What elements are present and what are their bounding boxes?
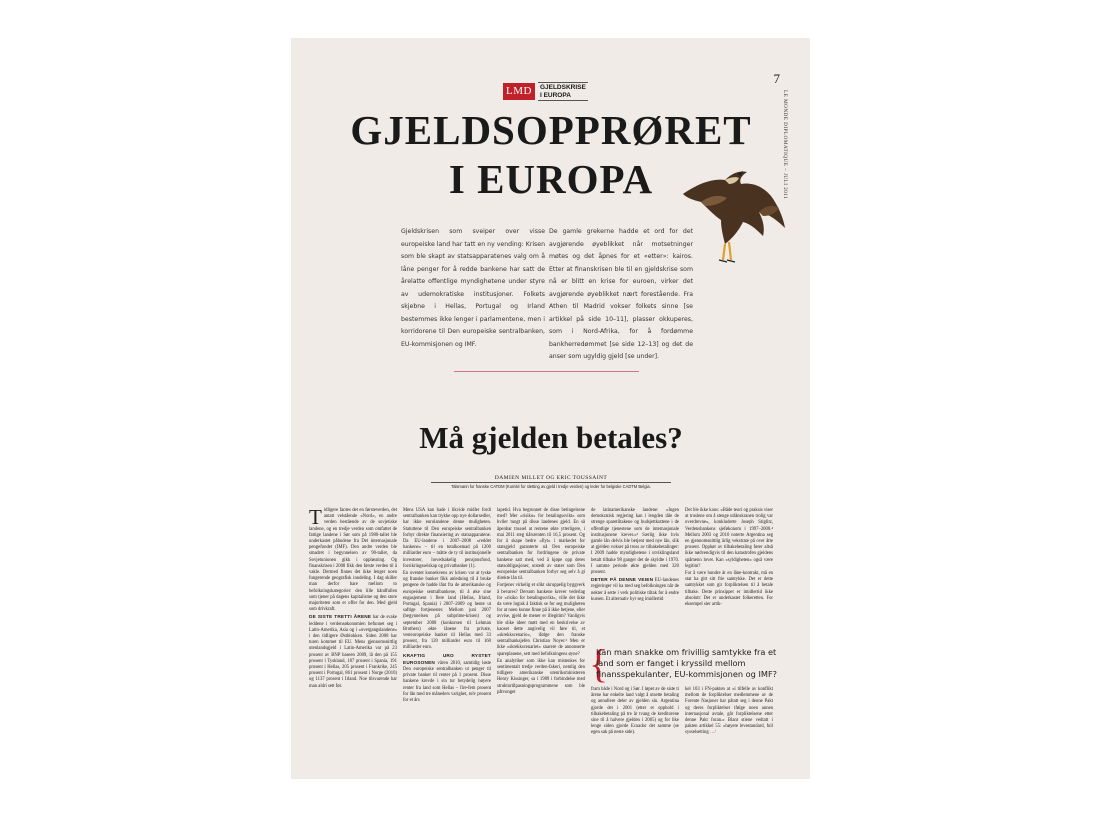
newspaper-page — [291, 38, 810, 779]
pull-quote: Kan man snakke om frivillig samtykke fra et land som er fanget i kryssild mellom finansspekulanter, EU-kommisjonen og IMF? — [596, 647, 778, 679]
article-column-3 — [497, 508, 585, 697]
section-kicker — [538, 82, 588, 101]
side-caption: LE MONDE DIPLOMATIQUE – JULI 2011 — [782, 90, 788, 200]
section-badge — [503, 82, 588, 101]
subhead: DETER PÅ DENNE VEIEN — [591, 577, 654, 583]
intro-left: Gjeldskrisen som sveiper over visse europeiske land har tatt en ny vending: Krisen som ble skapt av statsapparatenes valg om å låne penger for å redde bankene har satt de årelatte offentlige myndighetene under styre av udemokratiske institusjoner. Folkets skjebne i Hellas, Portugal og Irland bestemmes ikke lenger i parlamentene, men i korridorene til Den europeiske sentralbanken, EU-kommisjonen og IMF. — [401, 228, 545, 348]
article-column-4 — [591, 508, 679, 604]
paragraph-text: En uventet konsekvens av krisen var at tyske og franske banker fikk anledning til å bruke pengene de hadde lånt fra de amerikanske og europeiske sentralbankene, til å øke sine engasjement i flere land (Hellas, Irland, Portugal, Spania) i 2007–2009 og hente ut saftige fortjenester. Mellom juni 2007 (begynnelsen på subprime-krisen) og september 2008 (konkursen til Lehman Brothers) økte lånene fra private, vesteuropeiske banker til Hellas med 33 prosent, fra 120 milliarder euro til 160 milliarder euro. — [403, 571, 491, 651]
paragraph-text: For å være hundre år en låne-kontrakt, må en stat ha gitt sitt frie samtykke. Det er dette samtykket som gir forpliktelsen til å betale tilbake. Dette prinsippet er imidlertid ikke absolutt: Det er underkastet folkeretten. For eksempel sier artik- — [685, 571, 773, 608]
article-column-4-lower — [591, 687, 679, 738]
continuation-mark: …/ — [709, 730, 716, 736]
column-paragraph — [309, 505, 397, 613]
paragraph-text: En analytiker som ikke kan mistenkes for sentimentalt tredje verden-fakeri, nemlig den tidligere amerikanske utenriksministeren Henry Kissinger, sa i 1989 i forbindelse med strukturtilpasningsprogrammene som ble påtvunget — [497, 658, 585, 695]
column-paragraph — [309, 614, 397, 689]
paragraph-text: Det ble ikke kaos: «Både teori og praksis viser at truslene om å stenge utlånskranen trolig var overdrevne», konkluderte Joseph Stiglitz, Verdensbankens sjeføkonom i 1997–2000.⁴ Mellom 2003 og 2010 noterte Argentina seg en gjennomsnittlig årlig vekstrate på over åtte prosent. Opphør av tilbakebetaling fører altså ikke nødvendigvis til den katastrofen gjeldens spåmenn lover. Kan «syldigheten» også være legitim? — [685, 508, 773, 569]
page-number: 7 — [773, 71, 780, 86]
paragraph-text: EU-landenes regjeringer vil ha med seg befolkningen når de nekter å sette i verk politiske tiltak for å endre kursen. Et alternativ byr seg imidlertid — [591, 578, 680, 602]
paragraph-text: Fortjener virkelig et slikt skruppelig byggverk å bevares? Dersom bankene krever vederlag for «risiko for betalingssvikt», ville det ikke da være logisk å faktisk se for seg muligheten for at noen kunne finne på å ikke betjene, eller avvise, gjeld de mener er illegitim? Vanligvis ble slike ideer møtt med en beskrivelse av kaoset dette angivelig vil føre til, et «skrekkscenario», ifølge den franske sentralbanksjefen Christian Noyer.² Men er ikke «skrekkscenariet» snarere de annonserte spareplanene, sett med befolkningens øyne? — [497, 583, 585, 657]
paragraph-text: fram både i Nord og i Sør. I løpet av de siste ti årene har enkelte land valgt å utsette betaling og annullere deler av gjelden sin. Argentina gjorde det i 2001 (etter et opphold i tilbakebetaling på tre år tvang de kreditorene sine til å halvere gjelden i 2005) og for like lenge siden gjorde Ecuador det samme (se egen sak på neste side). — [591, 687, 679, 736]
article-column-5-lower — [685, 687, 773, 738]
paragraph-text: Mens USA kan bade i likvide midler fordi sentralbanken kan trykke opp nye dollarsedler, har ikke eurolandene denne muligheten. Statuttene til Den europeiske sentralbanken forbyr direkte finansiering av statsapparatene. Da EU-landene i 2007–2008 «reddet bankene» – til en totalkostnad på 1200 milliarder euro – måtte de ty til institusjonelle investorer, hovedsakelig pensjonsfond, forsikringsselskap og privatbanker (1). — [403, 508, 491, 569]
kicker-line-1: GJELDSKRISE — [539, 84, 586, 91]
article-column-1 — [309, 505, 397, 691]
divider — [454, 371, 639, 372]
paragraph-text: kel 103 i FN-pakten at «i tilfelle av konflikt mellom de forpliktelser medlemmene av de Forente Nasjoner har påtatt seg i denne Pakt og deres forpliktelser ifølge noen annen internasjonal avtale, går forpliktelsene etter denne Pakt foran.» Blant stiene vedtatt i pakten artikkel 55: «høyere levestandard, full sysselsetting — [685, 687, 773, 736]
drop-cap: T — [309, 505, 322, 529]
intro-right: De gamle grekerne hadde et ord for det avgjørende øyeblikket når motsetninger møtes og det åpnes for et «etter»: kairos. Etter at finanskrisen ble til en gjeldskrise som nå er blitt en krise for euroen, virker det avgjørende øyeblikket nært forestående. Fra Athen til Madrid vokser folkets sinne [se artikkel på side 10–11], plasser okkuperes, som i Nord-Afrika, for å fordømme bankherredømmet [se side 12–13] og det de anser som ugyldig gjeld [se under]. — [549, 228, 693, 360]
article-column-2 — [403, 508, 491, 705]
article-byline: DAMIEN MILLET OG ERIC TOUSSAINT — [494, 475, 608, 481]
paragraph-text: våren 2010, samtidig løste Den europeiske sentralbanken ut penger til private banker til renter på 1 prosent. Disse bankene krevde i sin tur betydelig høyere renter fra land som Hellas – fire-fem prosent for lån med tre måneders varighet, tolv prosent for et års — [403, 660, 491, 704]
kicker-line-2: I EUROPA — [539, 91, 571, 99]
pull-quote-bracket: { — [589, 641, 609, 686]
paragraph-text: har de svake leddene i verdensøkonomien befunnet seg i Latin-Amerika, Asia og i «overgangslandene» i den tidligere Østblokken. Siden 2008 har turen kommet til EU. Mens gjennomsnittlig utenlandsgjeld i Latin-Amerika var på 23 prosent av BNP baseen 2009, lå den på 155 prosent i Tyskland, 187 prosent i Spania, 191 prosent i Hellas, 205 prosent i Frankrike, 245 prosent i Portugal, 861 prosent i Norge (2010) og 1137 prosent i Irland. Noe tilsvarende har man aldri sett før. — [309, 615, 397, 689]
byline-rule — [431, 482, 671, 483]
lmd-logo: LMD — [503, 83, 535, 100]
paragraph-text: de latinamerikanske landene: «Ingen demokratisk regjering kan i lengden tåle de strenge sparetiltakene og budsjettkuttene i de offentlige tjenestene som de internasjonale institusjonene krever.»³ Særlig ikke hvis gamle lån delvis ble betjent med nye lån, slik at gjelden vokser på tross av tilbakebetalinger: I 2009 hadde myndighetene i utviklingsland betalt tilbake 98 ganger det de skyldte i 1970. I samme periode økte gjelden med 320 prosent. — [591, 508, 679, 576]
title-line-2: I EUROPA — [448, 156, 654, 202]
column-paragraph — [591, 577, 679, 603]
eagle-image — [679, 156, 789, 286]
paragraph-text: idligere fantes det en førsteverden, det antatt velstående «Nord», en andre verden bestående av de sovjetiske landene, og en tredje verden som omfattet de fattige landene i Sør som på 1980-tallet ble underkastet påbudene fra Det internasjonale pengefondet (IMF). Den andre verden ble smadret i begynnelsen av 90-tallet, da Sovjetunionen gikk i oppløsning. Og finanskrisen i 2008 fikk den første verden til å vakle. Dermed finnes det ikke lenger noen fungerende geografisk inndeling. I dag skiller man derfor bare mellom to befolkningskategorier: den lille håndfullen som tjener på dagens kapitalisme og den store majoriteten som er offer for den. Med gjeld som drivkraft. — [309, 508, 397, 613]
author-affiliation: Talsmann for franske CATDM (Komité for sletting av gjeld i tredje verden) og leder for belgiske CADTM Belgia. — [451, 484, 651, 489]
column-paragraph — [685, 687, 773, 737]
article-column-5 — [685, 508, 773, 609]
title-line-1: GJELDSOPPRØRET — [350, 107, 752, 153]
article-headline: Må gjelden betales? — [419, 420, 683, 455]
paragraph-text: lapetid. Hva begrunnet de disse betingelsene med? Mer «risiko» for betalingssvikt» som hviler tungt på disse landenes gjeld. En så åpenbar trussel at rentene økte ytterligere, i mai 2011 steg tiårsrenten til 16,5 prosent. Og for å skape bedre «flyt» i markedet for statsgjeld garanterte nå Den europeiske sentralbanken for fordringene de private bankene satt med, ved å kjøpe opp deres statsobligasjoner, utstedt av stater som Den europeiske sentralbanken forbyr seg selv å gi direkte lån til. — [497, 508, 585, 582]
subhead: KRAFTIG URO RYSTET EUROSONEN — [403, 652, 491, 665]
subhead: DE SISTE TRETTI ÅRENE — [309, 614, 372, 620]
column-paragraph — [403, 653, 491, 705]
